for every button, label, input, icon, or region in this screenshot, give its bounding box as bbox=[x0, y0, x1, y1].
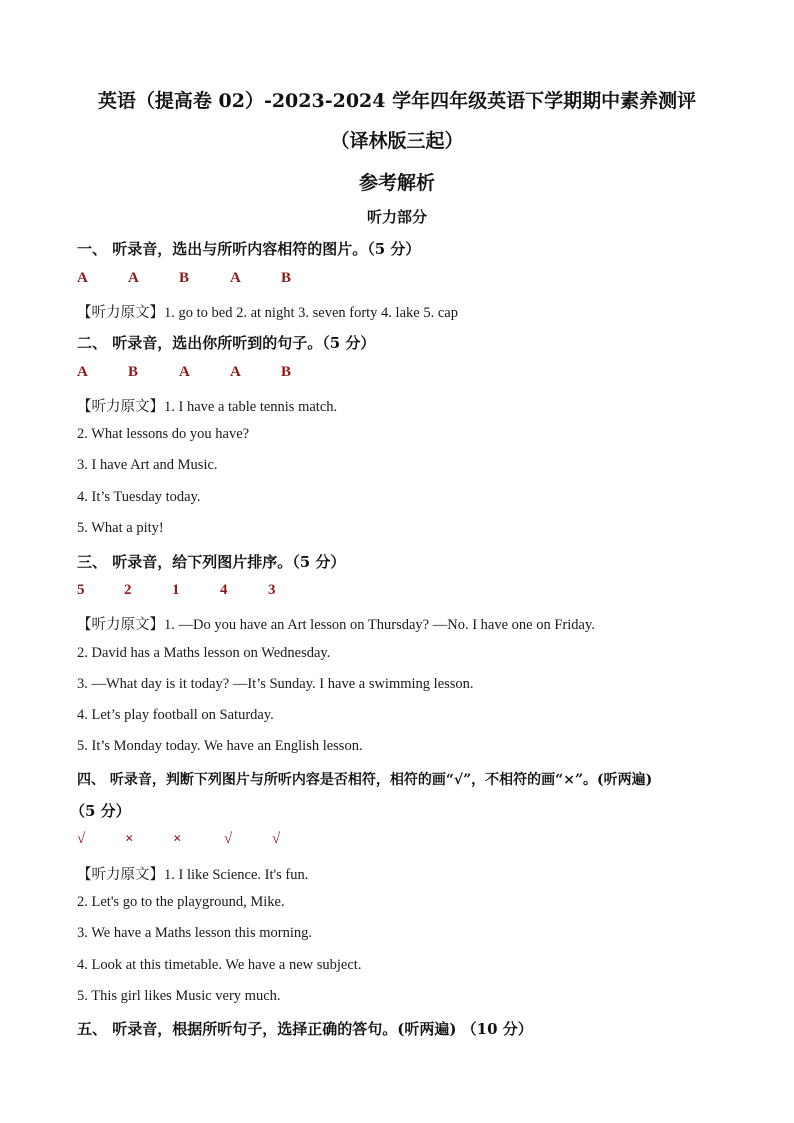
answer: A bbox=[179, 364, 190, 380]
answer: × bbox=[125, 831, 134, 847]
answer: × bbox=[173, 831, 182, 847]
transcript-line: 3. I have Art and Music. bbox=[77, 457, 218, 473]
transcript-line: 5. It’s Monday today. We have an English lesson. bbox=[77, 738, 363, 754]
answer: 1 bbox=[172, 582, 180, 598]
section-1-heading: 一、 听录音，选出与所听内容相符的图片。（5 分） bbox=[77, 240, 421, 258]
answer: 2 bbox=[124, 582, 132, 598]
section-4-heading-score: （5 分） bbox=[70, 802, 131, 820]
transcript-line: 2. Let's go to the playground, Mike. bbox=[77, 894, 285, 910]
answer: A bbox=[77, 364, 88, 380]
transcript-line: 【听力原文】1. I like Science. It's fun. bbox=[77, 867, 309, 883]
answer: A bbox=[230, 364, 241, 380]
transcript-line: 【听力原文】1. I have a table tennis match. bbox=[77, 399, 338, 415]
section-2-heading: 二、 听录音，选出你所听到的句子。（5 分） bbox=[77, 334, 376, 352]
section-5-heading: 五、 听录音，根据所听句子，选择正确的答句。(听两遍) （10 分） bbox=[77, 1020, 533, 1038]
transcript-line: 【听力原文】1. —Do you have an Art lesson on Thursday? —No. I have one on Friday. bbox=[77, 617, 595, 633]
transcript-line: 4. It’s Tuesday today. bbox=[77, 489, 201, 505]
section-4-heading: 四、 听录音，判断下列图片与所听内容是否相符，相符的画“√”，不相符的画“×”。(听两遍) bbox=[77, 772, 653, 788]
document-title-edition: （译林版三起） bbox=[330, 130, 464, 152]
transcript-line: 5. What a pity! bbox=[77, 520, 164, 536]
transcript-line: 4. Let’s play football on Saturday. bbox=[77, 707, 274, 723]
answer: 3 bbox=[268, 582, 276, 598]
document-title: 英语（提高卷 02）-2023-2024 学年四年级英语下学期期中素养测评 bbox=[97, 90, 697, 112]
transcript-line: 2. What lessons do you have? bbox=[77, 426, 250, 442]
transcript-line: 5. This girl likes Music very much. bbox=[77, 988, 281, 1004]
answer: A bbox=[230, 270, 241, 286]
answer: B bbox=[281, 270, 292, 286]
answer: B bbox=[281, 364, 292, 380]
answer: A bbox=[77, 270, 88, 286]
answer: √ bbox=[77, 831, 86, 847]
answer: √ bbox=[272, 831, 281, 847]
answer: B bbox=[128, 364, 139, 380]
document-subtitle: 参考解析 bbox=[358, 172, 435, 194]
section-3-heading: 三、 听录音，给下列图片排序。（5 分） bbox=[77, 553, 346, 571]
transcript-line: 4. Look at this timetable. We have a new subject. bbox=[77, 957, 362, 973]
transcript-line: 【听力原文】1. go to bed 2. at night 3. seven forty 4. lake 5. cap bbox=[77, 305, 458, 321]
answer: 5 bbox=[77, 582, 85, 598]
answer: √ bbox=[224, 831, 233, 847]
transcript-line: 3. —What day is it today? —It’s Sunday. I have a swimming lesson. bbox=[77, 676, 474, 692]
transcript-line: 2. David has a Maths lesson on Wednesday. bbox=[77, 645, 331, 661]
answer: B bbox=[179, 270, 190, 286]
part-heading: 听力部分 bbox=[366, 208, 427, 226]
answer: A bbox=[128, 270, 139, 286]
transcript-line: 3. We have a Maths lesson this morning. bbox=[77, 925, 312, 941]
answer: 4 bbox=[220, 582, 228, 598]
